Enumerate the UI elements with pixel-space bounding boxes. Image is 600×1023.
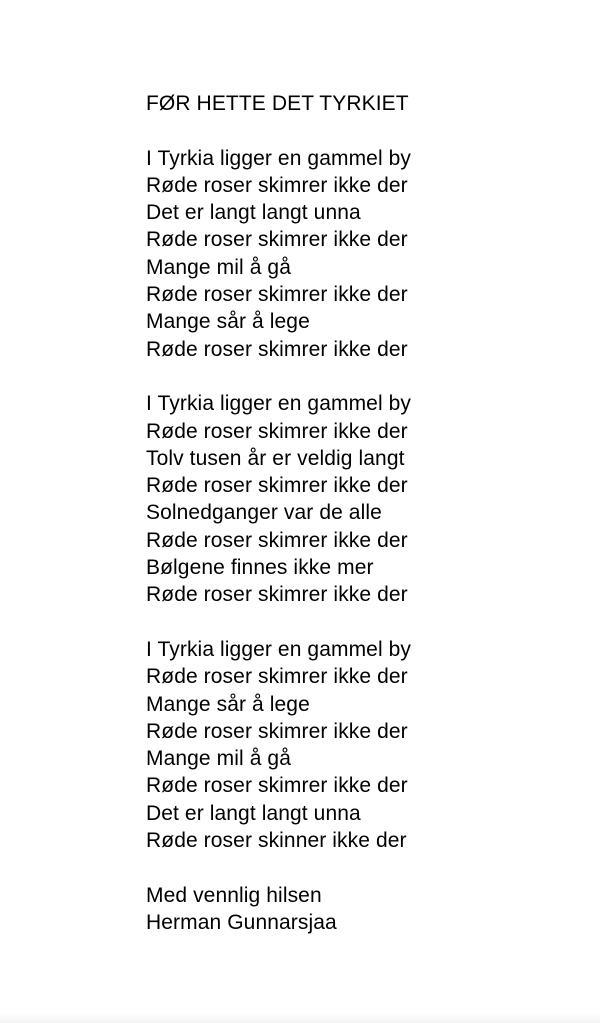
stanza-line: Røde roser skimrer ikke der xyxy=(146,583,408,607)
signoff xyxy=(146,882,566,937)
stanza-line: I Tyrkia ligger en gammel by xyxy=(146,637,412,661)
poem xyxy=(146,90,566,936)
stanza-line: Mange sår å lege xyxy=(146,692,310,716)
poem-title-block xyxy=(146,90,566,145)
stanza-line: Det er langt langt unna xyxy=(146,801,361,825)
stanza-line: Røde roser skimrer ikke der xyxy=(146,719,408,743)
stanza-line: Solnedganger var de alle xyxy=(146,501,382,525)
stanza-line: I Tyrkia ligger en gammel by xyxy=(146,146,412,170)
stanza-line: Røde roser skimrer ikke der xyxy=(146,774,408,798)
stanza-3 xyxy=(146,636,566,854)
stanza-line: Røde roser skimrer ikke der xyxy=(146,419,408,443)
stanza-line: Røde roser skinner ikke der xyxy=(146,829,407,853)
stanza-line: Røde roser skimrer ikke der xyxy=(146,665,408,689)
stanza-line: Mange mil å gå xyxy=(146,747,291,771)
stanza-line: Tolv tusen år er veldig langt xyxy=(146,446,405,470)
stanza-1 xyxy=(146,145,566,363)
stanza-line: Røde roser skimrer ikke der xyxy=(146,474,408,498)
stanza-line: Røde roser skimrer ikke der xyxy=(146,173,408,197)
stanza-line: I Tyrkia ligger en gammel by xyxy=(146,392,412,416)
stanza-line: Mange sår å lege xyxy=(146,310,310,334)
page-bottom-edge xyxy=(0,1013,600,1023)
stanza-line: Røde roser skimrer ikke der xyxy=(146,337,408,361)
stanza-line: Det er langt langt unna xyxy=(146,201,361,225)
stanza-line: Røde roser skimrer ikke der xyxy=(146,228,408,252)
signature-text: Herman Gunnarsjaa xyxy=(146,910,337,934)
stanza-line: Røde roser skimrer ikke der xyxy=(146,528,408,552)
closing-text: Med vennlig hilsen xyxy=(146,883,322,907)
stanza-line: Bølgene finnes ikke mer xyxy=(146,556,374,580)
stanza-2 xyxy=(146,390,566,608)
stanza-line: Mange mil å gå xyxy=(146,255,291,279)
stanza-line: Røde roser skimrer ikke der xyxy=(146,283,408,307)
poem-title: FØR HETTE DET TYRKIET xyxy=(146,92,409,115)
